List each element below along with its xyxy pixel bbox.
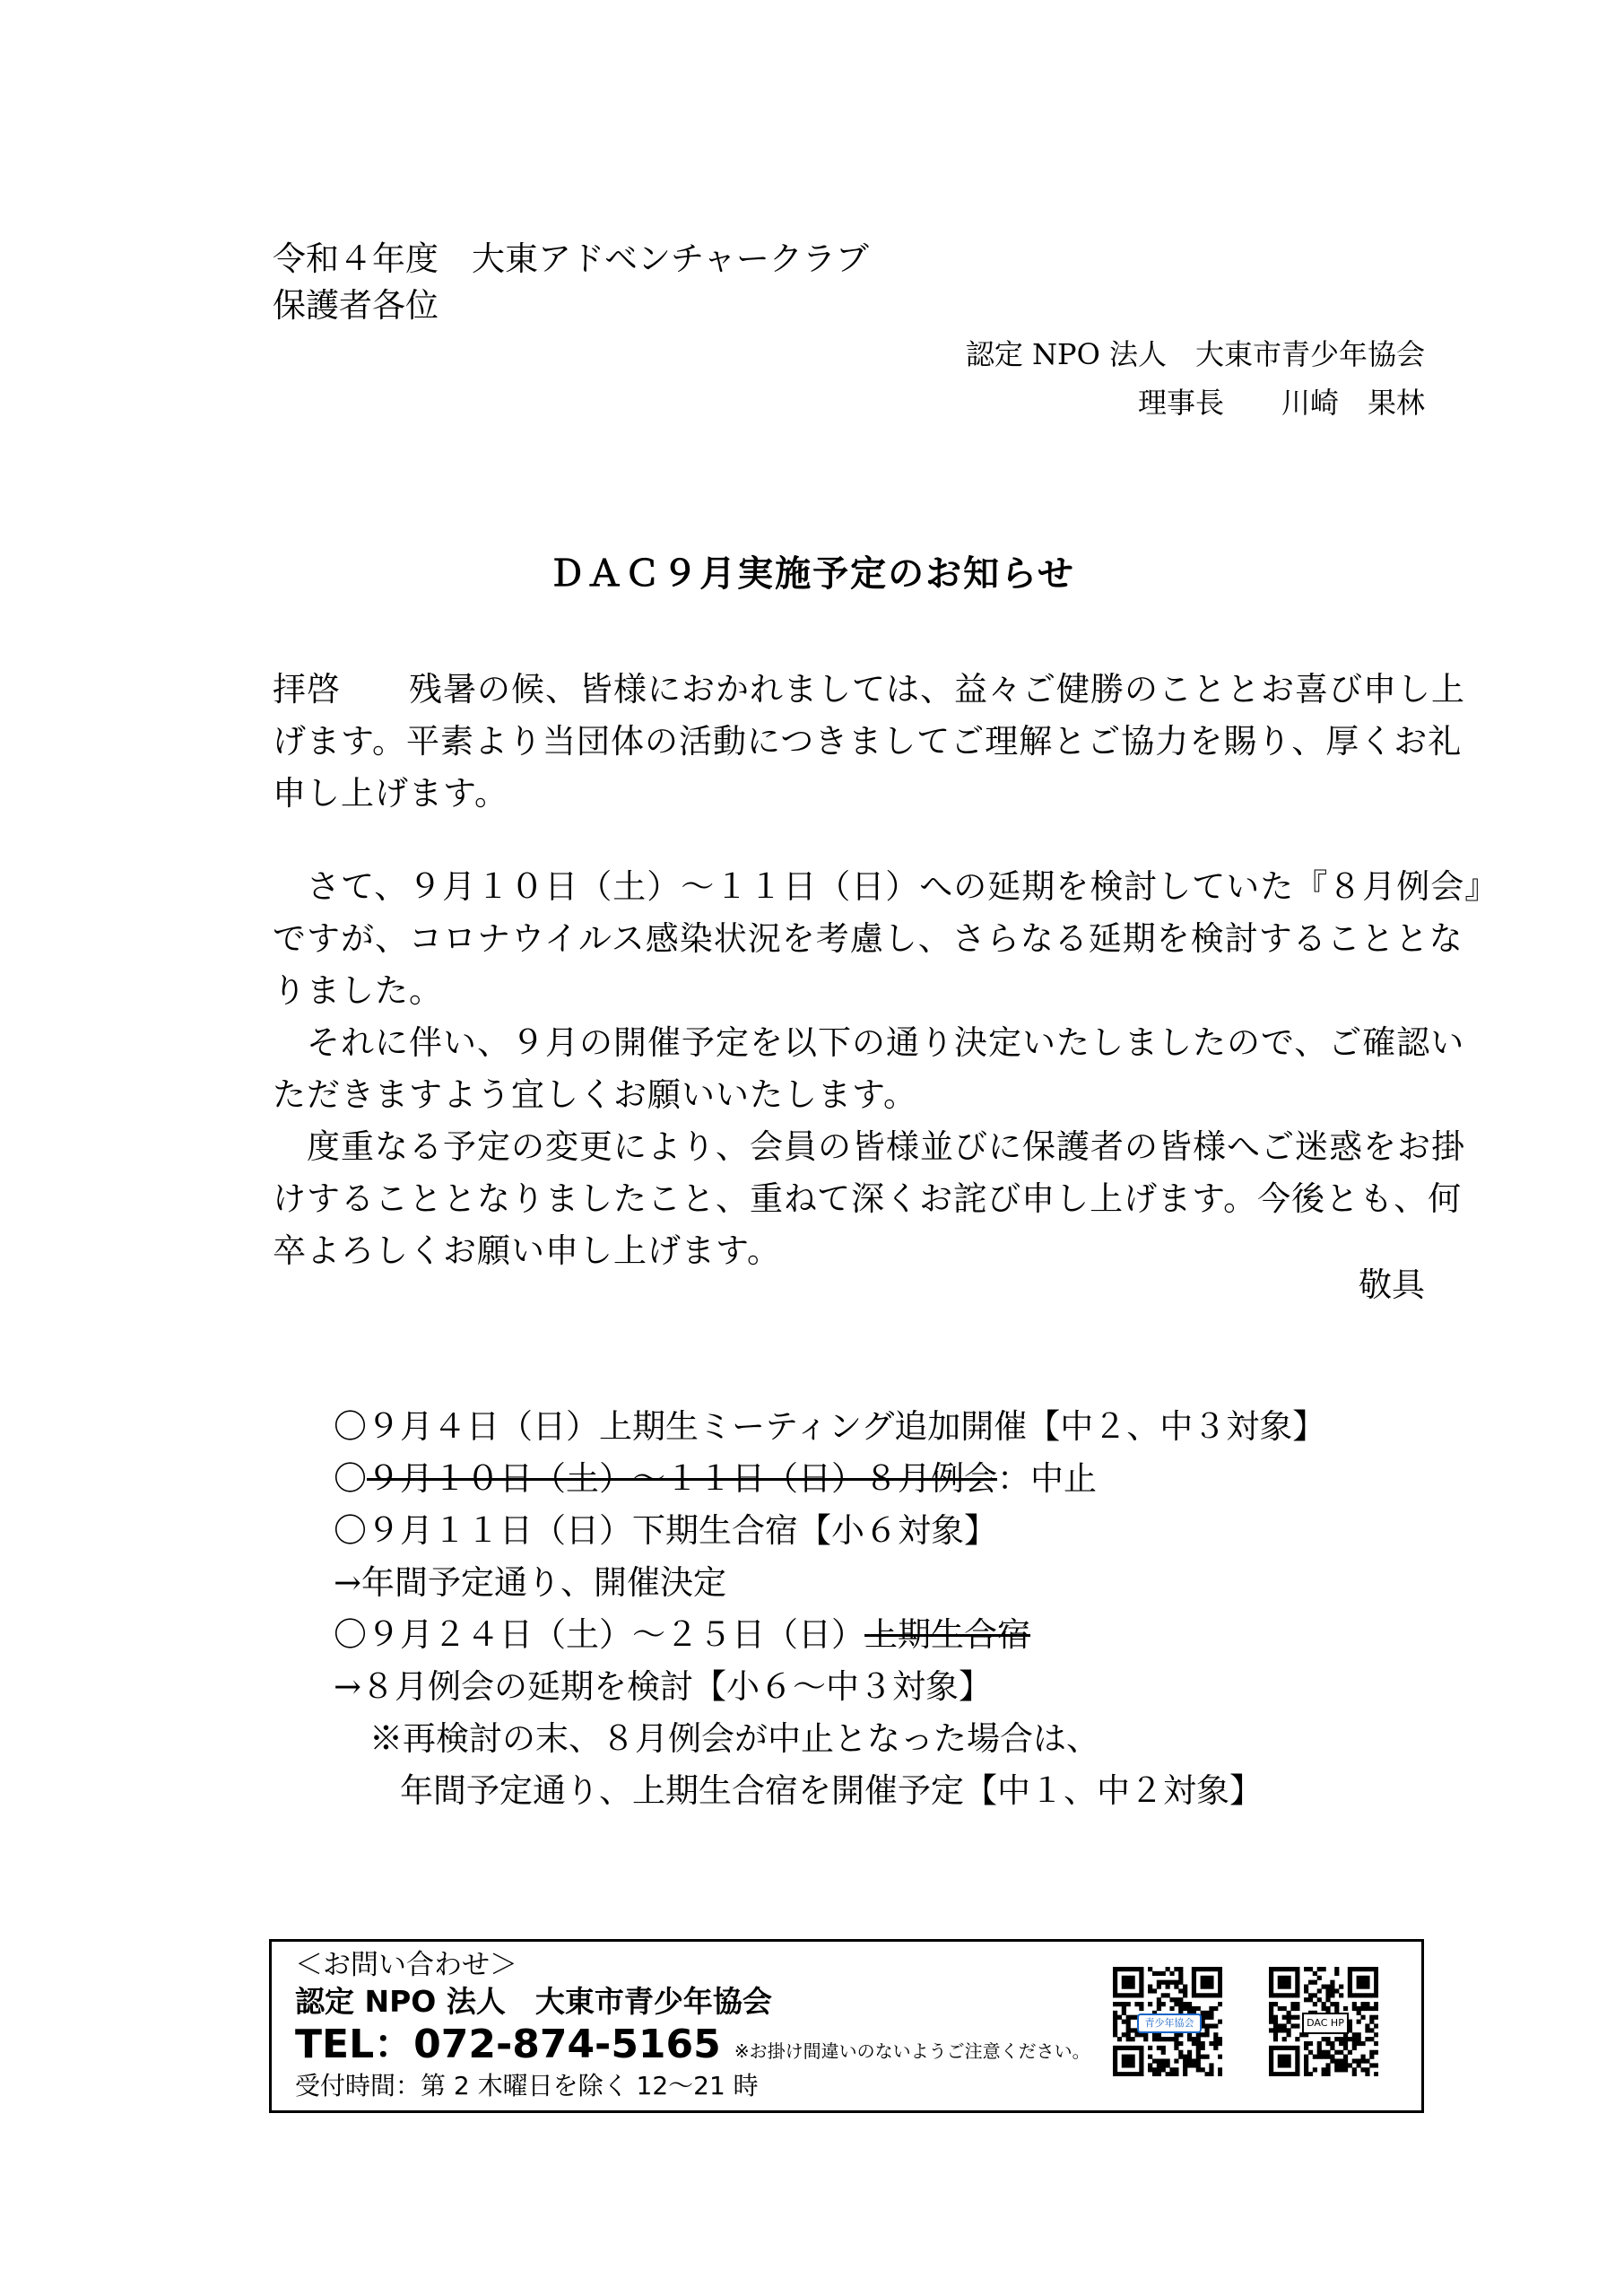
schedule-item-4-cancelled: 上期生合宿 [864, 1615, 1030, 1654]
qr-code-label: DAC HP [1302, 2013, 1349, 2034]
schedule-item-2-status: ：中止 [997, 1459, 1097, 1498]
contact-organization: 認定 NPO 法人 大東市青少年協会 [295, 1984, 772, 2019]
closing-keigu: 敬具 [1359, 1265, 1425, 1304]
paragraph-1-line: 拝啓 残暑の候、皆様におかれましては、益々ご健勝のこととお喜び申し上 [273, 670, 1465, 709]
qr-code-dac-homepage[interactable] [1269, 1967, 1378, 2076]
qr-code-label: 青少年協会 [1137, 2013, 1202, 2033]
schedule-item-2 [334, 1453, 1097, 1505]
paragraph-2-line: 卒よろしくお願い申し上げます。 [273, 1231, 782, 1270]
schedule-item-2-prefix: 〇 [334, 1459, 367, 1498]
sender-organization: 認定 NPO 法人 大東市青少年協会 [965, 337, 1425, 371]
recipient-line-1: 令和４年度 大東アドベンチャークラブ [273, 239, 869, 278]
paragraph-2-line: りました。 [273, 971, 443, 1010]
schedule-item-2-cancelled: ９月１０日（土）～１１日（日）８月例会 [367, 1459, 997, 1498]
recipient-line-2: 保護者各位 [273, 286, 439, 325]
document-title: ＤＡＣ９月実施予定のお知らせ [549, 552, 1075, 595]
schedule-item-4 [334, 1609, 1030, 1661]
schedule-item-3: 〇９月１１日（日）下期生合宿【小６対象】 [334, 1511, 997, 1550]
contact-heading: ＜お問い合わせ＞ [295, 1949, 517, 1981]
paragraph-2-line: ただきますよう宜しくお願いいたします。 [273, 1075, 918, 1114]
sender-name: 理事長 川崎 果林 [1137, 386, 1425, 420]
contact-hours: 受付時間：第 2 木曜日を除く 12～21 時 [295, 2071, 759, 2100]
schedule-item-1: 〇９月４日（日）上期生ミーティング追加開催【中２、中３対象】 [334, 1407, 1326, 1446]
contact-phone: TEL：072-874-5165 [295, 2022, 721, 2067]
qr-code-association[interactable] [1113, 1967, 1222, 2076]
paragraph-1-line: げます。平素より当団体の活動につきましてご理解とご協力を賜り、厚くお礼 [273, 722, 1463, 761]
contact-phone-note: ※お掛け間違いのないようご注意ください。 [734, 2040, 1090, 2062]
contact-box [269, 1939, 1424, 2113]
paragraph-2-line: さて、９月１０日（土）～１１日（日）への延期を検討していた『８月例会』 [273, 867, 1499, 906]
schedule-item-3-note: →年間予定通り、開催決定 [334, 1563, 727, 1602]
paragraph-1-line: 申し上げます。 [273, 774, 509, 813]
paragraph-2-line: けすることとなりましたこと、重ねて深くお詫び申し上げます。今後とも、何 [273, 1179, 1463, 1218]
schedule-item-4-subnote-2: 年間予定通り、上期生合宿を開催予定【中１、中２対象】 [400, 1771, 1263, 1810]
paragraph-2-line: 度重なる予定の変更により、会員の皆様並びに保護者の皆様へご迷惑をお掛 [273, 1127, 1465, 1166]
schedule-item-4-prefix: 〇９月２４日（土）～２５日（日） [334, 1615, 864, 1654]
schedule-item-4-note: →８月例会の延期を検討【小６～中３対象】 [334, 1667, 993, 1706]
schedule-item-4-subnote-1: ※再検討の末、８月例会が中止となった場合は、 [369, 1719, 1099, 1758]
paragraph-2-line: ですが、コロナウイルス感染状況を考慮し、さらなる延期を検討することとな [273, 919, 1463, 958]
paragraph-2-line: それに伴い、９月の開催予定を以下の通り決定いたしましたので、ご確認い [273, 1023, 1465, 1062]
